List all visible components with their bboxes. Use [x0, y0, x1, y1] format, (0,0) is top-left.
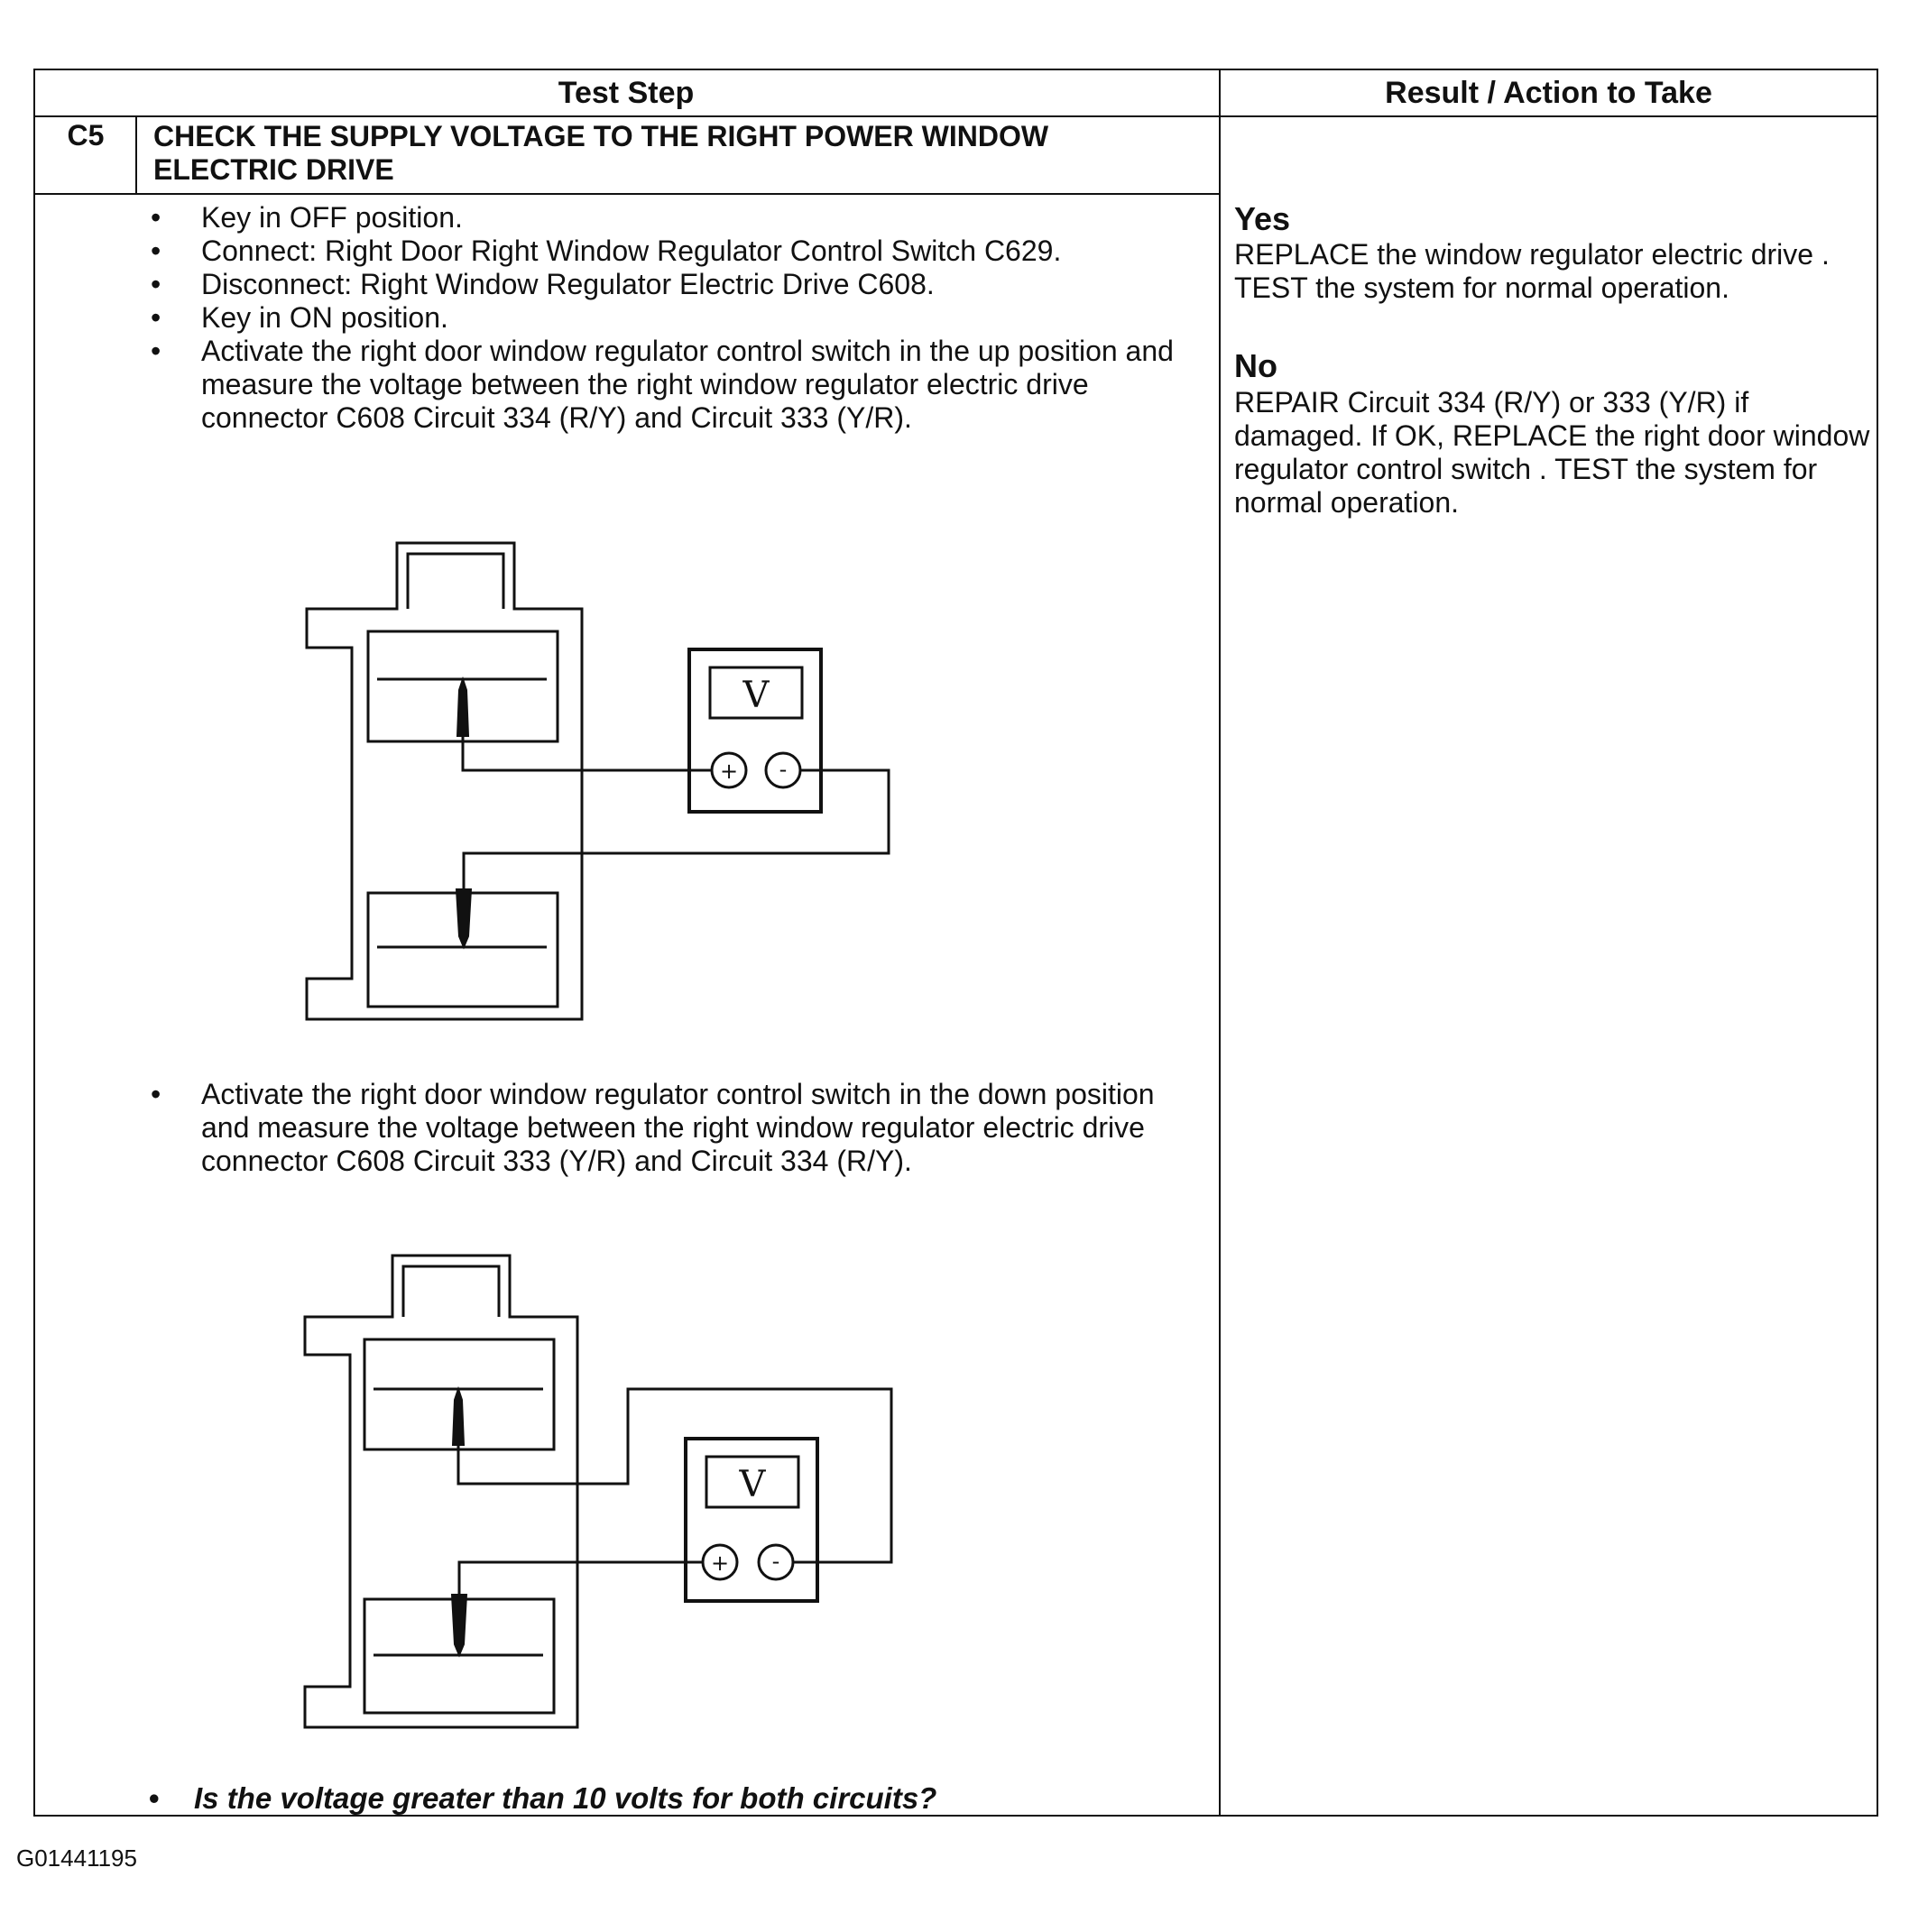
voltmeter-positive: +	[719, 759, 739, 784]
probe-upper	[457, 679, 468, 736]
connector-body-outline	[305, 1256, 577, 1727]
list-item: • Disconnect: Right Window Regulator Electric Drive C608.	[151, 268, 935, 300]
voltmeter-label: V	[739, 1464, 766, 1505]
voltmeter	[686, 1439, 817, 1601]
list-item: • Activate the right door window regulator control switch in the up position and measure the voltage between the right window regulator electric drive connector C608 Circuit 334 (R/Y) and Circuit 333 (Y/R).	[151, 335, 1174, 434]
result-yes-label: Yes	[1234, 200, 1291, 237]
header-result-action: Result / Action to Take	[1385, 76, 1712, 110]
probe-lower	[456, 889, 471, 947]
result-yes-action: REPLACE the window regulator electric drive . TEST the system for normal operation.	[1234, 238, 1830, 304]
voltmeter-label: V	[742, 675, 770, 716]
step-instructions	[140, 201, 1186, 435]
voltmeter-positive: +	[710, 1550, 730, 1576]
probe-lower	[452, 1595, 466, 1655]
voltmeter-negative: -	[779, 757, 788, 782]
header-test-step: Test Step	[558, 76, 695, 110]
result-no-label: No	[1234, 347, 1277, 384]
test-leads	[458, 1389, 891, 1595]
probe-upper	[453, 1389, 464, 1445]
down-position-diagram	[289, 1245, 938, 1750]
list-item: • Connect: Right Door Right Window Regulator Control Switch C629.	[151, 235, 1062, 267]
test-leads	[463, 736, 889, 889]
header-divider	[33, 115, 1878, 117]
up-position-diagram	[289, 532, 938, 1037]
figure-code: G01441195	[16, 1845, 137, 1872]
voltmeter	[689, 649, 821, 812]
title-divider	[33, 193, 1221, 195]
list-item: • Key in ON position.	[151, 301, 448, 334]
step-question: • Is the voltage greater than 10 volts for both circuits?	[149, 1781, 937, 1815]
step-title: CHECK THE SUPPLY VOLTAGE TO THE RIGHT POWER WINDOW ELECTRIC DRIVE	[153, 120, 1049, 186]
voltmeter-negative: -	[771, 1549, 780, 1574]
step-instructions-down	[140, 1078, 1186, 1178]
step-id: C5	[67, 119, 105, 152]
list-item: • Activate the right door window regulator control switch in the down position and measure the voltage between the right window regulator electric drive connector C608 Circuit 333 (Y/R) and Circuit 334 (R/Y).	[151, 1078, 1155, 1177]
list-item: • Key in OFF position.	[151, 201, 463, 234]
column-divider	[1219, 69, 1221, 1817]
step-id-divider	[135, 115, 137, 195]
result-no-action: REPAIR Circuit 334 (R/Y) or 333 (Y/R) if damaged. If OK, REPLACE the right door window regulator control switch . TEST the system for normal operation.	[1234, 386, 1870, 519]
